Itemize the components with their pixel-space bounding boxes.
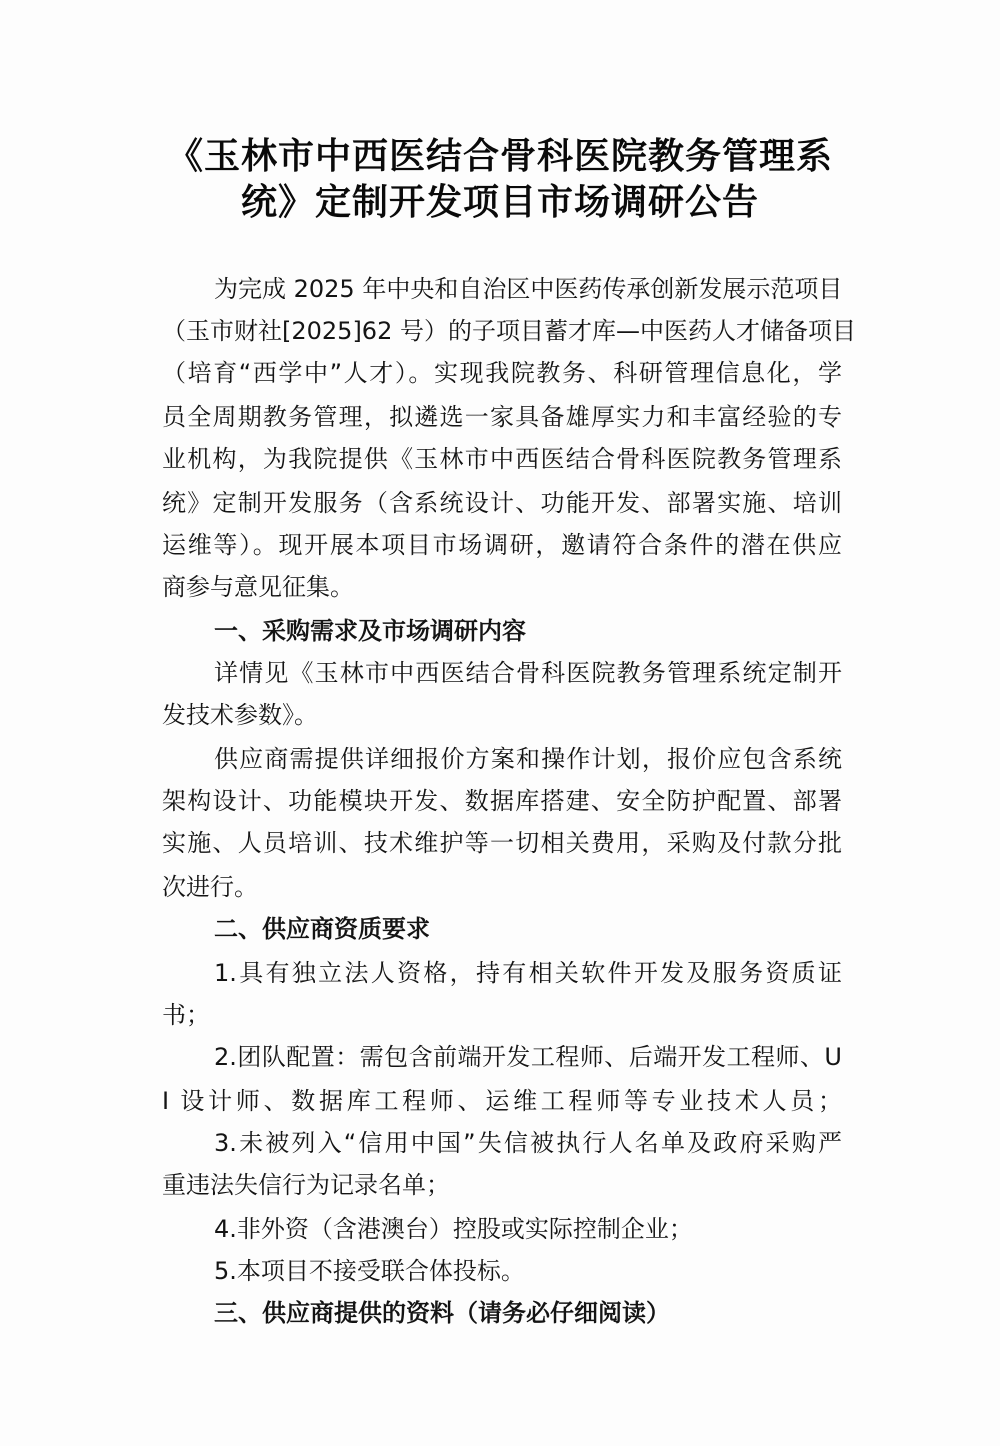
body-line: 2.团队配置：需包含前端开发工程师、后端开发工程师、U	[214, 1043, 842, 1071]
body-line: 发技术参数》。	[162, 701, 318, 729]
body-line: 统》定制开发服务（含系统设计、功能开发、部署实施、培训	[162, 489, 842, 517]
body-line: 重违法失信行为记录名单；	[162, 1171, 450, 1199]
body-line: I 设计师、数据库工程师、运维工程师等专业技术人员；	[162, 1087, 842, 1115]
body-line: 供应商需提供详细报价方案和操作计划，报价应包含系统	[214, 745, 842, 773]
document-title-line-2: 统》定制开发项目市场调研公告	[240, 182, 759, 223]
body-line: 实施、人员培训、技术维护等一切相关费用，采购及付款分批	[162, 829, 842, 857]
body-line: （培育“西学中”人才）。实现我院教务、科研管理信息化，学	[162, 359, 842, 387]
section-heading-3: 三、供应商提供的资料（请务必仔细阅读）	[214, 1299, 670, 1327]
body-line: 运维等）。现开展本项目市场调研，邀请符合条件的潜在供应	[162, 531, 842, 559]
body-line: 为完成 2025 年中央和自治区中医药传承创新发展示范项目	[214, 275, 843, 303]
body-line: 商参与意见征集。	[162, 573, 354, 601]
body-line: 1.具有独立法人资格，持有相关软件开发及服务资质证	[214, 959, 842, 987]
section-heading-1: 一、采购需求及市场调研内容	[214, 617, 526, 645]
body-line: 5.本项目不接受联合体投标。	[214, 1257, 525, 1285]
body-line: 业机构，为我院提供《玉林市中西医结合骨科医院教务管理系	[162, 445, 842, 473]
section-heading-2: 二、供应商资质要求	[214, 915, 430, 943]
body-line: （玉市财社[2025]62 号）的子项目蓄才库—中医药人才储备项目	[162, 317, 856, 345]
body-line: 员全周期教务管理，拟遴选一家具备雄厚实力和丰富经验的专	[162, 403, 842, 431]
body-line: 详情见《玉林市中西医结合骨科医院教务管理系统定制开	[214, 659, 842, 687]
body-line: 4.非外资（含港澳台）控股或实际控制企业；	[214, 1215, 693, 1243]
body-line: 书；	[162, 1001, 210, 1029]
body-line: 次进行。	[162, 873, 258, 901]
body-line: 架构设计、功能模块开发、数据库搭建、安全防护配置、部署	[162, 787, 842, 815]
body-line: 3.未被列入“信用中国”失信被执行人名单及政府采购严	[214, 1129, 842, 1157]
document-title-line-1: 《玉林市中西医结合骨科医院教务管理系	[166, 136, 833, 177]
